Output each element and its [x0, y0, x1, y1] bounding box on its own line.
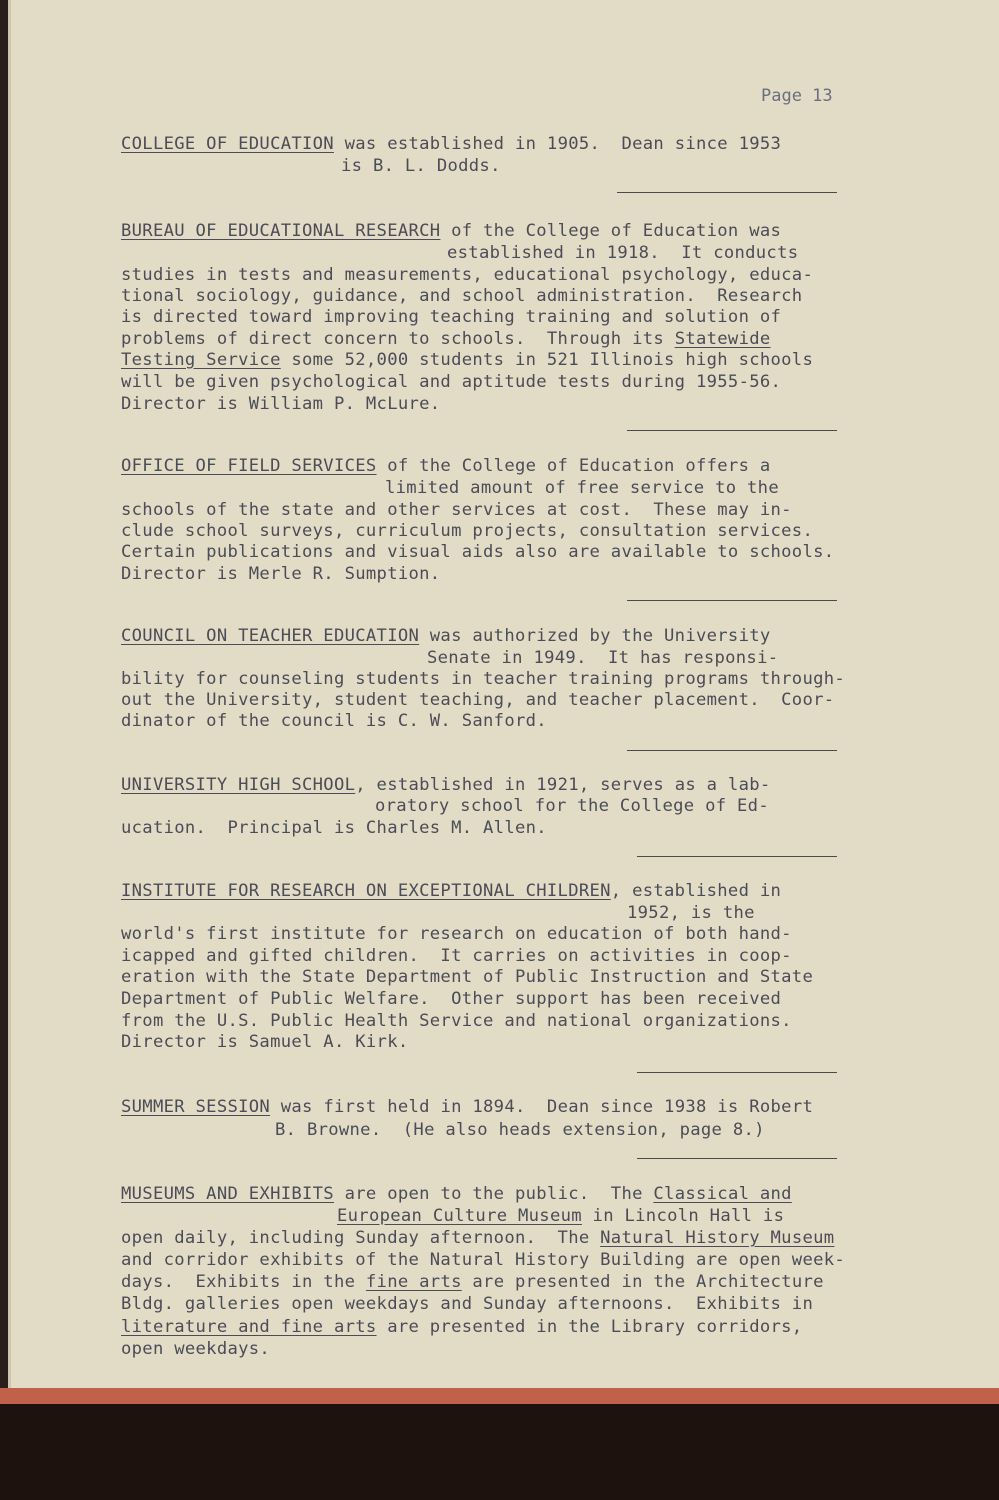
line-text: world's first institute for research on education of both hand- — [121, 924, 792, 944]
text-line — [375, 796, 769, 816]
line-text: Senate in 1949. It has responsi- — [427, 648, 779, 668]
line-text: Certain publications and visual aids also are available to schools. — [121, 542, 835, 562]
line-text: Director is Merle R. Sumption. — [121, 564, 441, 584]
text-line — [121, 690, 834, 710]
text-line — [121, 265, 813, 285]
text-line — [121, 134, 781, 154]
page-number: Page 13 — [761, 86, 833, 106]
text-line — [121, 542, 834, 562]
section-heading: MUSEUMS AND EXHIBITS — [121, 1184, 334, 1204]
line-text: was authorized by the University — [419, 626, 771, 646]
line-text: established in 1918. It conducts — [447, 243, 799, 263]
line-text: schools of the state and other services at cost. These may in- — [121, 500, 792, 520]
text-line — [121, 1032, 409, 1052]
section-heading: COUNCIL ON TEACHER EDUCATION — [121, 626, 420, 646]
text-line — [121, 711, 547, 731]
line-text: , established in 1921, serves as a lab- — [355, 775, 771, 795]
underlined-phrase: Classical and — [653, 1184, 792, 1204]
line-text: of the College of Education was — [440, 221, 782, 241]
line-text: B. Browne. (He also heads extension, page 8.) — [275, 1120, 765, 1140]
text-line — [121, 989, 781, 1009]
text-line — [341, 156, 501, 176]
section-heading: BUREAU OF EDUCATIONAL RESEARCH — [121, 221, 441, 241]
line-text: Bldg. galleries open weekdays and Sunday afternoons. Exhibits in — [121, 1294, 814, 1314]
text-line — [121, 521, 813, 541]
underlined-phrase: European Culture Museum — [337, 1206, 582, 1226]
underlined-phrase: literature and fine arts — [121, 1317, 377, 1337]
line-text: icapped and gifted children. It carries on activities in coop- — [121, 946, 792, 966]
line-text: was first held in 1894. Dean since 1938 is Robert — [270, 1097, 814, 1117]
text-line — [121, 946, 792, 966]
line-text: is directed toward improving teaching training and solution of — [121, 307, 782, 327]
text-line — [121, 1317, 802, 1337]
text-line — [275, 1120, 765, 1140]
section-heading: UNIVERSITY HIGH SCHOOL — [121, 775, 356, 795]
text-line — [121, 564, 440, 584]
line-text: bility for counseling students in teacher training programs through- — [121, 669, 846, 689]
line-text: in Lincoln Hall is — [581, 1206, 785, 1226]
line-text: tional sociology, guidance, and school administration. Research — [121, 286, 803, 306]
section-heading: SUMMER SESSION — [121, 1097, 271, 1117]
text-line — [121, 286, 802, 306]
text-line — [121, 456, 771, 476]
text-line — [121, 775, 771, 795]
text-line — [121, 1228, 834, 1248]
section-divider — [637, 1072, 837, 1073]
section-divider — [637, 856, 837, 857]
line-text: will be given psychological and aptitude tests during 1955-56. — [121, 372, 782, 392]
line-text: was established in 1905. Dean since 1953 — [333, 134, 782, 154]
section-divider — [617, 192, 837, 193]
text-line — [427, 648, 778, 668]
text-line — [121, 1097, 813, 1117]
background-surface — [0, 1404, 999, 1500]
text-line — [121, 967, 813, 987]
line-text: are presented in the Architecture — [461, 1272, 824, 1292]
text-line — [385, 478, 779, 498]
line-text: open daily, including Sunday afternoon. The — [121, 1228, 601, 1248]
section-heading: COLLEGE OF EDUCATION — [121, 134, 334, 154]
underlined-phrase: Testing Service — [121, 350, 281, 370]
section-heading: OFFICE OF FIELD SERVICES — [121, 456, 377, 476]
line-text: oratory school for the College of Ed- — [375, 796, 769, 816]
text-line — [121, 350, 813, 370]
text-line — [121, 881, 781, 901]
text-line — [121, 372, 781, 392]
underlined-phrase: Statewide — [674, 329, 771, 349]
line-text: ucation. Principal is Charles M. Allen. — [121, 818, 547, 838]
line-text: eration with the State Department of Public Instruction and State — [121, 967, 814, 987]
text-line — [121, 1250, 845, 1270]
line-text: clude school surveys, curriculum projects, consultation services. — [121, 521, 814, 541]
line-text: limited amount of free service to the — [385, 478, 779, 498]
text-line — [627, 903, 755, 923]
text-line — [121, 924, 792, 944]
document-page — [8, 0, 999, 1390]
text-line — [121, 818, 547, 838]
section-heading: INSTITUTE FOR RESEARCH ON EXCEPTIONAL CHILDREN — [121, 881, 611, 901]
line-text: problems of direct concern to schools. Through its — [121, 329, 675, 349]
text-line — [121, 1272, 824, 1292]
line-text: are open to the public. The — [333, 1184, 654, 1204]
text-line — [121, 1184, 792, 1204]
line-text: 1952, is the — [627, 903, 755, 923]
line-text: Director is William P. McLure. — [121, 394, 441, 414]
text-line — [121, 626, 771, 646]
underlined-phrase: fine arts — [365, 1272, 462, 1292]
line-text: of the College of Education offers a — [376, 456, 771, 476]
section-divider — [627, 430, 837, 431]
text-line — [121, 500, 792, 520]
section-divider — [627, 750, 837, 751]
text-line — [121, 1011, 792, 1031]
line-text: are presented in the Library corridors, — [376, 1317, 803, 1337]
line-text: studies in tests and measurements, educational psychology, educa- — [121, 265, 814, 285]
text-line — [121, 221, 781, 241]
text-line — [121, 329, 771, 349]
line-text: out the University, student teaching, and teacher placement. Coor- — [121, 690, 835, 710]
text-line — [337, 1206, 784, 1226]
text-line — [121, 307, 781, 327]
line-text: Department of Public Welfare. Other support has been received — [121, 989, 782, 1009]
line-text: and corridor exhibits of the Natural History Building are open week- — [121, 1250, 846, 1270]
line-text: Director is Samuel A. Kirk. — [121, 1032, 409, 1052]
line-text: some 52,000 students in 521 Illinois high schools — [280, 350, 814, 370]
text-line — [121, 1294, 813, 1314]
section-divider — [637, 1158, 837, 1159]
text-line — [121, 1339, 270, 1359]
line-text: , established in — [610, 881, 782, 901]
text-line — [121, 394, 440, 414]
line-text: days. Exhibits in the — [121, 1272, 366, 1292]
text-line — [447, 243, 798, 263]
section-divider — [627, 600, 837, 601]
line-text: is B. L. Dodds. — [341, 156, 501, 176]
underlined-phrase: Natural History Museum — [600, 1228, 835, 1248]
line-text: from the U.S. Public Health Service and national organizations. — [121, 1011, 792, 1031]
line-text: open weekdays. — [121, 1339, 271, 1359]
text-line — [121, 669, 845, 689]
line-text: dinator of the council is C. W. Sanford. — [121, 711, 547, 731]
